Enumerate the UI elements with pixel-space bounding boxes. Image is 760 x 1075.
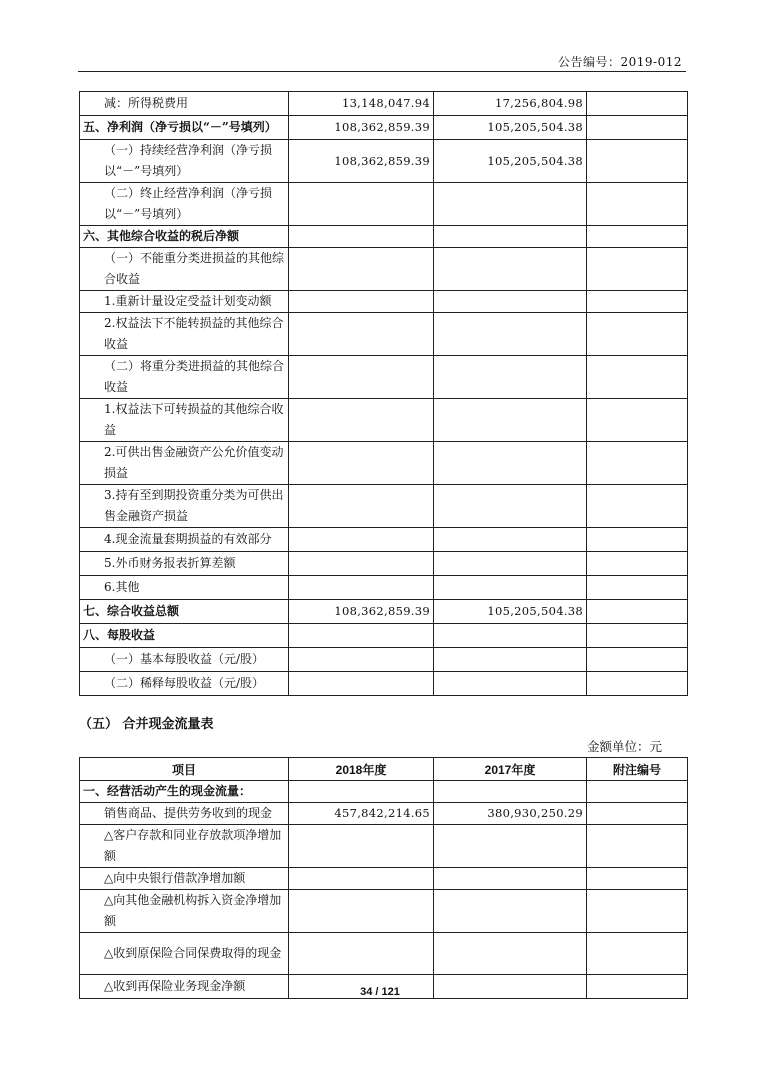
value-2017 — [434, 552, 587, 576]
row-label: 2.权益法下不能转损益的其他综合收益 — [80, 313, 289, 356]
note-cell — [587, 528, 688, 552]
note-cell — [587, 291, 688, 313]
value-2018 — [289, 648, 434, 672]
row-label: △客户存款和同业存放款项净增加额 — [80, 825, 289, 868]
value-2018: 108,362,859.39 — [289, 600, 434, 624]
row-label: （一）基本每股收益（元/股） — [80, 648, 289, 672]
value-2018 — [289, 356, 434, 399]
note-cell — [587, 399, 688, 442]
row-label: 一、经营活动产生的现金流量： — [80, 781, 289, 803]
note-cell — [587, 648, 688, 672]
note-cell — [587, 890, 688, 933]
note-cell — [587, 442, 688, 485]
value-2018 — [289, 485, 434, 528]
value-2017 — [434, 291, 587, 313]
note-cell — [587, 356, 688, 399]
value-2017 — [434, 933, 587, 975]
note-cell — [587, 183, 688, 226]
table-row — [80, 672, 688, 696]
table-row — [80, 399, 688, 442]
cashflow-section-title: （五） 合并现金流量表 — [79, 717, 214, 732]
table-row — [80, 576, 688, 600]
value-2017 — [434, 399, 587, 442]
table-row — [80, 485, 688, 528]
value-2017 — [434, 868, 587, 890]
value-2017 — [434, 356, 587, 399]
value-2018: 457,842,214.65 — [289, 803, 434, 825]
table-row — [80, 92, 688, 116]
row-label: 六、其他综合收益的税后净额 — [80, 226, 289, 248]
row-label: △收到原保险合同保费取得的现金 — [80, 933, 289, 975]
value-2018 — [289, 442, 434, 485]
table-row — [80, 183, 688, 226]
value-2018 — [289, 313, 434, 356]
value-2018 — [289, 552, 434, 576]
value-2017 — [434, 313, 587, 356]
value-2018 — [289, 781, 434, 803]
value-2018 — [289, 248, 434, 291]
row-label: （二）稀释每股收益（元/股） — [80, 672, 289, 696]
table-row — [80, 781, 688, 803]
note-cell — [587, 624, 688, 648]
table-row — [80, 140, 688, 183]
value-2017: 105,205,504.38 — [434, 140, 587, 183]
value-2018 — [289, 624, 434, 648]
value-2018: 108,362,859.39 — [289, 140, 434, 183]
row-label: （二）终止经营净利润（净亏损以“－”号填列） — [80, 183, 289, 226]
note-cell — [587, 226, 688, 248]
value-2017: 17,256,804.98 — [434, 92, 587, 116]
value-2018 — [289, 528, 434, 552]
table-header-row — [80, 758, 688, 781]
row-label: △向其他金融机构拆入资金净增加额 — [80, 890, 289, 933]
row-label: 2.可供出售金融资产公允价值变动损益 — [80, 442, 289, 485]
note-cell — [587, 600, 688, 624]
value-2017 — [434, 528, 587, 552]
value-2018 — [289, 825, 434, 868]
table-row — [80, 313, 688, 356]
note-cell — [587, 576, 688, 600]
column-header-note: 附注编号 — [587, 758, 688, 781]
column-header-2017: 2017年度 — [434, 758, 587, 781]
value-2018 — [289, 183, 434, 226]
table-row — [80, 442, 688, 485]
row-label: 七、综合收益总额 — [80, 600, 289, 624]
row-label: 4.现金流量套期损益的有效部分 — [80, 528, 289, 552]
note-cell — [587, 933, 688, 975]
value-2018 — [289, 933, 434, 975]
table-row — [80, 116, 688, 140]
column-header-2018: 2018年度 — [289, 758, 434, 781]
table-row — [80, 600, 688, 624]
value-2017 — [434, 248, 587, 291]
row-label: 5.外币财务报表折算差额 — [80, 552, 289, 576]
value-2017 — [434, 624, 587, 648]
note-cell — [587, 485, 688, 528]
value-2018 — [289, 291, 434, 313]
value-2017 — [434, 825, 587, 868]
row-label: 五、净利润（净亏损以“－”号填列） — [80, 116, 289, 140]
value-2018 — [289, 399, 434, 442]
note-cell — [587, 868, 688, 890]
value-2017 — [434, 672, 587, 696]
table-row — [80, 624, 688, 648]
value-2018 — [289, 576, 434, 600]
row-label: 1.权益法下可转损益的其他综合收益 — [80, 399, 289, 442]
value-2017 — [434, 442, 587, 485]
announcement-code: 公告编号：2019-012 — [558, 55, 682, 69]
row-label: 1.重新计量设定受益计划变动额 — [80, 291, 289, 313]
value-2017: 105,205,504.38 — [434, 600, 587, 624]
income-statement-table — [79, 91, 688, 696]
table-row — [80, 648, 688, 672]
table-row — [80, 226, 688, 248]
row-label: △向中央银行借款净增加额 — [80, 868, 289, 890]
note-cell — [587, 552, 688, 576]
row-label: 八、每股收益 — [80, 624, 289, 648]
value-2018 — [289, 868, 434, 890]
table-row — [80, 825, 688, 868]
value-2017 — [434, 576, 587, 600]
page-number: 34 / 121 — [360, 986, 400, 998]
row-label: （一）持续经营净利润（净亏损以“－”号填列） — [80, 140, 289, 183]
value-2017 — [434, 648, 587, 672]
value-2017 — [434, 781, 587, 803]
value-2018 — [289, 226, 434, 248]
row-label: △收到再保险业务现金净额 — [80, 975, 289, 999]
note-cell — [587, 313, 688, 356]
note-cell — [587, 825, 688, 868]
value-2018 — [289, 672, 434, 696]
note-cell — [587, 116, 688, 140]
value-2017 — [434, 485, 587, 528]
value-2017: 105,205,504.38 — [434, 116, 587, 140]
note-cell — [587, 248, 688, 291]
table-row — [80, 356, 688, 399]
value-2018: 13,148,047.94 — [289, 92, 434, 116]
note-cell — [587, 781, 688, 803]
table-row — [80, 890, 688, 933]
cashflow-statement-table — [79, 757, 688, 999]
value-2018: 108,362,859.39 — [289, 116, 434, 140]
header-divider — [78, 71, 686, 72]
row-label: （一）不能重分类进损益的其他综合收益 — [80, 248, 289, 291]
table-row — [80, 552, 688, 576]
note-cell — [587, 140, 688, 183]
row-label: 减：所得税费用 — [80, 92, 289, 116]
note-cell — [587, 92, 688, 116]
note-cell — [587, 672, 688, 696]
value-2017 — [434, 226, 587, 248]
row-label: （二）将重分类进损益的其他综合收益 — [80, 356, 289, 399]
amount-unit-label: 金额单位：元 — [586, 739, 662, 754]
row-label: 3.持有至到期投资重分类为可供出售金融资产损益 — [80, 485, 289, 528]
value-2017 — [434, 890, 587, 933]
value-2017 — [434, 183, 587, 226]
value-2018 — [289, 890, 434, 933]
table-row — [80, 528, 688, 552]
table-row — [80, 291, 688, 313]
column-header-item: 项目 — [80, 758, 289, 781]
row-label: 6.其他 — [80, 576, 289, 600]
value-2017: 380,930,250.29 — [434, 803, 587, 825]
table-row — [80, 803, 688, 825]
table-row — [80, 933, 688, 975]
note-cell — [587, 803, 688, 825]
table-row — [80, 248, 688, 291]
table-row — [80, 868, 688, 890]
row-label: 销售商品、提供劳务收到的现金 — [80, 803, 289, 825]
